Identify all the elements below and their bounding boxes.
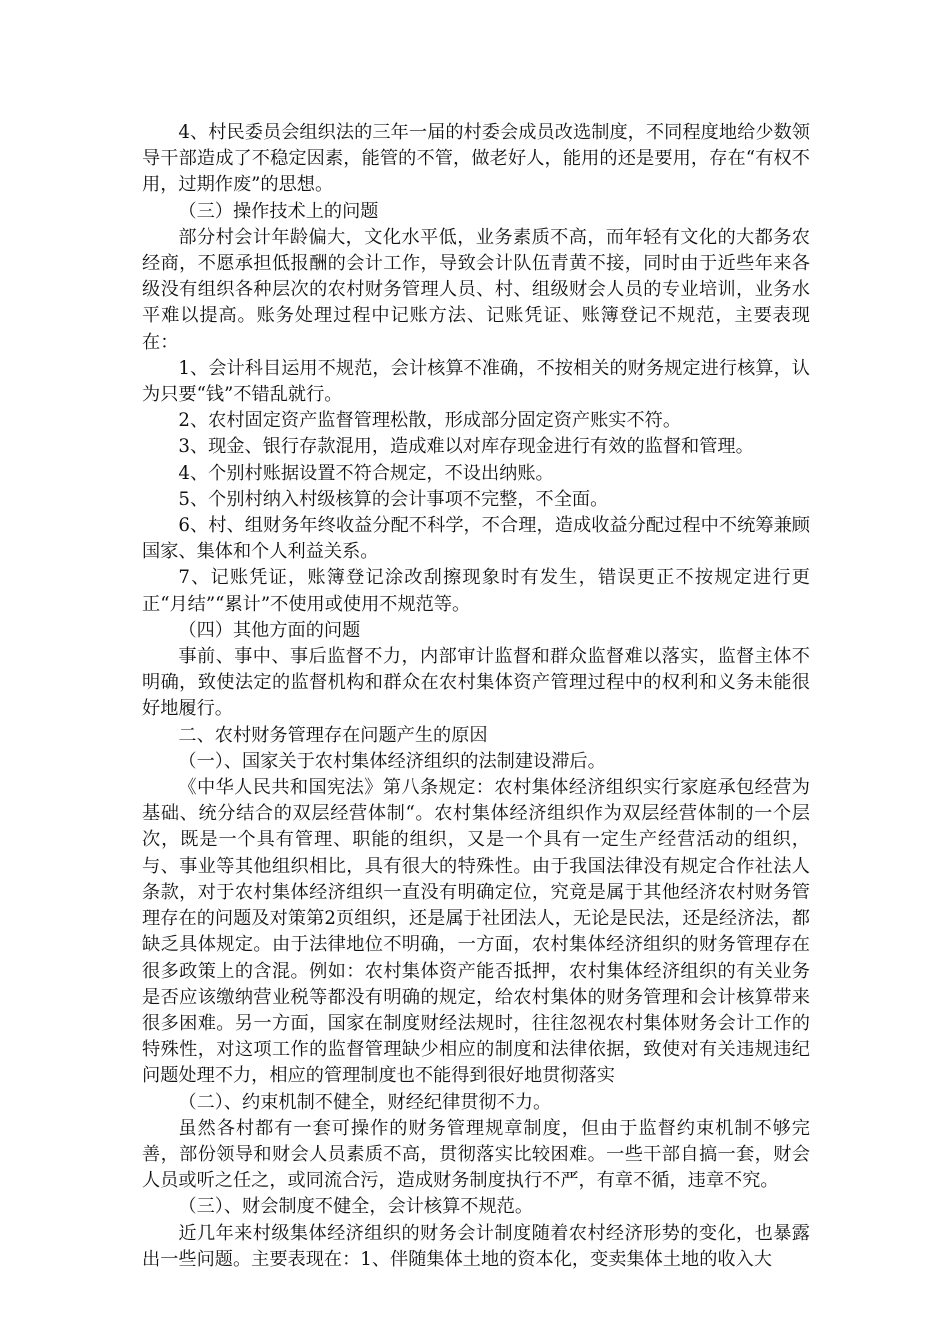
list-item-3: 3、现金、银行存款混用，造成难以对库存现金进行有效的监督和管理。: [178, 436, 754, 458]
list-item-7: 7、记账凭证，账簿登记涂改刮擦现象时有发生，错误更正不按规定进行更正“月结”“累计”不使用或使用不规范等。: [142, 567, 810, 615]
paragraph-constitution: 《中华人民共和国宪法》第八条规定：农村集体经济组织实行家庭承包经营为基础、统分结合的双层经营体制“。农村集体经济组织作为双层经营体制的一个层次，既是一个具有管理、职能的组织，又是一个具有一定生产经营活动的组织，与、事业等其他组织相比，具有很大的特殊性。由于我国法律没有规定合作社法人条款，对于农村集体经济组织一直没有明确定位，究竟是属于其他经济农村财务管理存在的问题及对策第2页组织，还是属于社团法人，无论是民法，还是经济法，都缺乏具体规定。由于法律地位不明确，一方面，农村集体经济组织的财务管理存在很多政策上的含混。例如：农村集体资产能否抵押，农村集体经济组织的有关业务是否应该缴纳营业税等都没有明确的规定，给农村集体的财务管理和会计核算带来很多困难。另一方面，国家在制度财经法规时，往往忽视农村集体财务会计工作的特殊性，对这项工作的监督管理缺少相应的制度和法律依据，致使对有关违规违纪问题处理不力，相应的管理制度也不能得到很好地贯彻落实: [142, 777, 810, 1087]
list-item-2: 2、农村固定资产监督管理松散，形成部分固定资产账实不符。: [178, 410, 682, 432]
chapter-heading-causes: 二、农村财务管理存在问题产生的原因: [178, 724, 488, 746]
paragraph-recent-years: 近几年来村级集体经济组织的财务会计制度随着农村经济形势的变化，也暴露出一些问题。主要表现在：1、伴随集体土地的资本化，变卖集体土地的收入大: [142, 1222, 810, 1270]
section-heading-other: （四）其他方面的问题: [178, 619, 361, 641]
section-heading-accounting: （三）、财会制度不健全，会计核算不规范。: [178, 1196, 534, 1218]
paragraph-accountant-quality: 部分村会计年龄偏大，文化水平低，业务素质不高，而年轻有文化的大都务农经商，不愿承担低报酬的会计工作，导致会计队伍青黄不接，同时由于近些年来各级没有组织各种层次的农村财务管理人员、村、组级财会人员的专业培训，业务水平难以提高。账务处理过程中记账方法、记账凭证、账簿登记不规范，主要表现在：: [142, 226, 810, 353]
list-item-6: 6、村、组财务年终收益分配不科学，不合理，造成收益分配过程中不统筹兼顾国家、集体和个人利益关系。: [142, 515, 810, 563]
section-heading-legal: （一）、国家关于农村集体经济组织的法制建设滞后。: [178, 750, 606, 772]
list-item-4: 4、个别村账据设置不符合规定，不设出纳账。: [178, 462, 554, 484]
paragraph-rules: 虽然各村都有一套可操作的财务管理规章制度，但由于监督约束机制不够完善，部份领导和财会人员素质不高，贯彻落实比较困难。一些干部自搞一套，财会人员或听之任之，或同流合污，造成财务制度执行不严，有章不循，违章不究。: [142, 1117, 810, 1192]
document-body: [142, 120, 810, 1273]
section-heading-operation: （三）操作技术上的问题: [178, 200, 379, 222]
list-item-5: 5、个别村纳入村级核算的会计事项不完整，不全面。: [178, 488, 609, 510]
paragraph-item-4-reelection: 4、村民委员会组织法的三年一届的村委会成员改选制度，不同程度地给少数领导干部造成了不稳定因素，能管的不管，做老好人，能用的还是要用，存在“有权不用，过期作废”的思想。: [142, 122, 810, 196]
list-item-1: 1、会计科目运用不规范，会计核算不准确，不按相关的财务规定进行核算，认为只要“钱”不错乱就行。: [142, 357, 810, 406]
section-heading-constraint: （二）、约束机制不健全，财经纪律贯彻不力。: [178, 1091, 552, 1113]
paragraph-supervision: 事前、事中、事后监督不力，内部审计监督和群众监督难以落实，监督主体不明确，致使法定的监督机构和群众在农村集体资产管理过程中的权利和义务未能很好地履行。: [142, 646, 810, 720]
